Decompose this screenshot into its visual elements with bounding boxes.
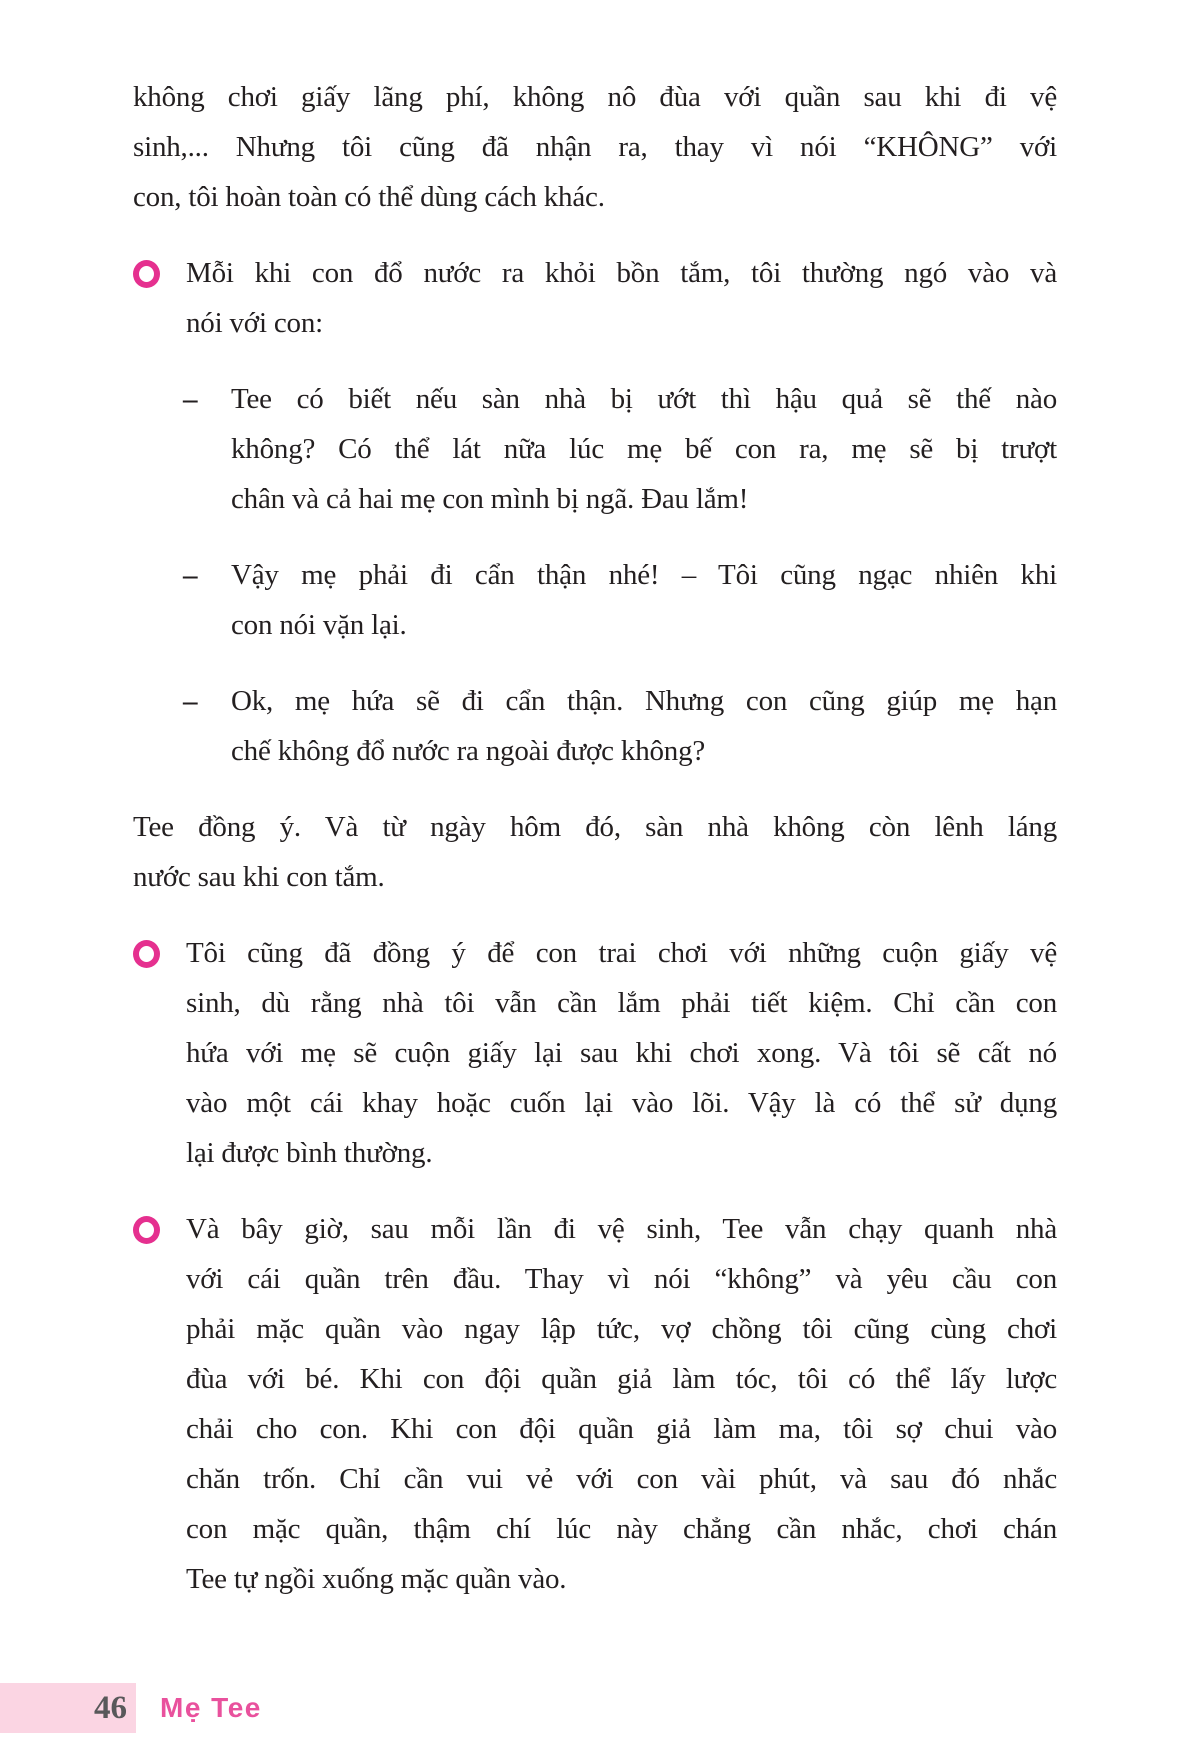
bullet-ring-icon xyxy=(133,1204,186,1244)
dash-icon: – xyxy=(183,559,198,591)
text-line: chế không đổ nước ra ngoài được không? xyxy=(231,735,706,767)
text-line: vào một cái khay hoặc cuốn lại vào lõi. Vậy là có thể sử dụng xyxy=(186,1087,1057,1119)
sub-dash-item xyxy=(183,676,1057,776)
text-line: Và bây giờ, sau mỗi lần đi vệ sinh, Tee vẫn chạy quanh nhà xyxy=(186,1213,1057,1245)
block-text xyxy=(231,374,1057,524)
text-line: sinh, dù rằng nhà tôi vẫn cần lắm phải tiết kiệm. Chỉ cần con xyxy=(186,987,1057,1019)
text-line: chăn trốn. Chỉ cần vui vẻ với con vài phút, và sau đó nhắc xyxy=(186,1463,1057,1495)
text-line: sinh,... Nhưng tôi cũng đã nhận ra, thay vì nói “KHÔNG” với xyxy=(133,131,1057,163)
text-line: chân và cả hai mẹ con mình bị ngã. Đau lắm! xyxy=(231,483,749,515)
text-line: con mặc quần, thậm chí lúc này chẳng cần nhắc, chơi chán xyxy=(186,1513,1057,1545)
block-text xyxy=(133,802,1057,902)
ring-shape xyxy=(133,940,160,968)
ring-shape xyxy=(133,1216,160,1244)
page-body-text xyxy=(133,72,1057,1630)
bullet-item xyxy=(133,248,1057,348)
page-number-band xyxy=(0,1683,136,1733)
text-line: nói với con: xyxy=(186,307,323,339)
block-text xyxy=(133,72,1057,222)
dash-icon: – xyxy=(183,685,198,717)
book-title: Mẹ Tee xyxy=(160,1692,262,1723)
text-line: Tôi cũng đã đồng ý để con trai chơi với những cuộn giấy vệ xyxy=(186,937,1057,969)
body-paragraph xyxy=(133,802,1057,902)
text-line: Vậy mẹ phải đi cẩn thận nhé! – Tôi cũng ngạc nhiên khi xyxy=(231,559,1057,591)
bullet-ring-icon xyxy=(133,928,186,968)
sub-dash-item xyxy=(183,374,1057,524)
sub-dash-item xyxy=(183,550,1057,650)
bullet-item xyxy=(133,928,1057,1178)
block-text xyxy=(186,248,1057,348)
text-line: với cái quần trên đầu. Thay vì nói “không” và yêu cầu con xyxy=(186,1263,1057,1295)
block-text xyxy=(231,550,1057,650)
text-line: Tee có biết nếu sàn nhà bị ướt thì hậu quả sẽ thế nào xyxy=(231,383,1057,415)
bullet-item xyxy=(133,1204,1057,1604)
text-line: lại được bình thường. xyxy=(186,1137,433,1169)
text-line: con nói vặn lại. xyxy=(231,609,407,641)
block-text xyxy=(231,676,1057,776)
dash-icon: – xyxy=(183,383,198,415)
text-line: con, tôi hoàn toàn có thể dùng cách khác. xyxy=(133,181,605,213)
text-line: Mỗi khi con đổ nước ra khỏi bồn tắm, tôi thường ngó vào và xyxy=(186,257,1057,289)
text-line: Tee tự ngồi xuống mặc quần vào. xyxy=(186,1563,567,1595)
text-line: hứa với mẹ sẽ cuộn giấy lại sau khi chơi xong. Và tôi sẽ cất nó xyxy=(186,1037,1057,1069)
page-number: 46 xyxy=(94,1689,127,1726)
block-text xyxy=(186,1204,1057,1604)
body-paragraph xyxy=(133,72,1057,222)
text-line: nước sau khi con tắm. xyxy=(133,861,385,893)
text-line: không chơi giấy lãng phí, không nô đùa với quần sau khi đi vệ xyxy=(133,81,1057,113)
text-line: Ok, mẹ hứa sẽ đi cẩn thận. Nhưng con cũng giúp mẹ hạn xyxy=(231,685,1057,717)
block-text xyxy=(186,928,1057,1178)
text-line: chải cho con. Khi con đội quần giả làm ma, tôi sợ chui vào xyxy=(186,1413,1057,1445)
text-line: phải mặc quần vào ngay lập tức, vợ chồng tôi cũng cùng chơi xyxy=(186,1313,1057,1345)
text-line: không? Có thể lát nữa lúc mẹ bế con ra, mẹ sẽ bị trượt xyxy=(231,433,1057,465)
ring-shape xyxy=(133,260,160,288)
text-line: Tee đồng ý. Và từ ngày hôm đó, sàn nhà không còn lênh láng xyxy=(133,811,1057,843)
text-line: đùa với bé. Khi con đội quần giả làm tóc, tôi có thể lấy lược xyxy=(186,1363,1057,1395)
bullet-ring-icon xyxy=(133,248,186,288)
